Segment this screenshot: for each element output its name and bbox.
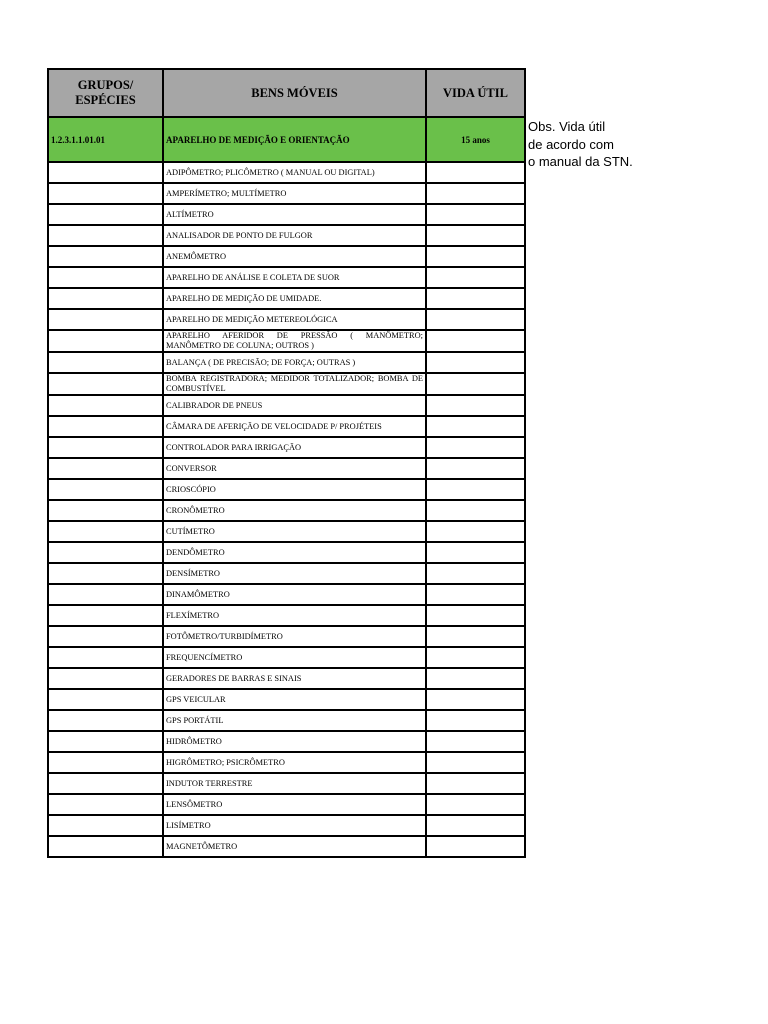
table-row bbox=[48, 288, 525, 309]
table-row bbox=[48, 162, 525, 183]
group-cell bbox=[48, 563, 163, 584]
group-cell bbox=[48, 584, 163, 605]
useful-life-cell bbox=[426, 309, 525, 330]
item-name: ANEMÔMETRO bbox=[163, 246, 426, 267]
useful-life-cell bbox=[426, 647, 525, 668]
useful-life-cell bbox=[426, 752, 525, 773]
asset-table bbox=[47, 68, 526, 858]
group-cell bbox=[48, 773, 163, 794]
group-cell bbox=[48, 710, 163, 731]
useful-life-cell bbox=[426, 479, 525, 500]
table-row bbox=[48, 542, 525, 563]
table-row bbox=[48, 563, 525, 584]
useful-life-cell bbox=[426, 458, 525, 479]
group-cell bbox=[48, 689, 163, 710]
note-line: o manual da STN. bbox=[528, 154, 633, 169]
useful-life-cell bbox=[426, 500, 525, 521]
item-name: CONVERSOR bbox=[163, 458, 426, 479]
group-cell bbox=[48, 288, 163, 309]
group-cell bbox=[48, 647, 163, 668]
group-cell bbox=[48, 458, 163, 479]
item-name: GPS VEICULAR bbox=[163, 689, 426, 710]
table-row bbox=[48, 794, 525, 815]
table-row bbox=[48, 605, 525, 626]
useful-life-cell bbox=[426, 710, 525, 731]
group-row bbox=[48, 117, 525, 162]
group-cell bbox=[48, 395, 163, 416]
item-name: FREQUENCÍMETRO bbox=[163, 647, 426, 668]
table-row bbox=[48, 752, 525, 773]
item-name: APARELHO DE MEDIÇÃO DE UMIDADE. bbox=[163, 288, 426, 309]
group-cell bbox=[48, 479, 163, 500]
item-name: DENDÔMETRO bbox=[163, 542, 426, 563]
group-cell bbox=[48, 330, 163, 352]
observation-note bbox=[528, 118, 668, 171]
group-cell bbox=[48, 204, 163, 225]
group-cell bbox=[48, 731, 163, 752]
note-line: de acordo com bbox=[528, 136, 614, 152]
useful-life-cell bbox=[426, 794, 525, 815]
table-row bbox=[48, 626, 525, 647]
group-cell bbox=[48, 542, 163, 563]
useful-life-cell bbox=[426, 563, 525, 584]
table-row bbox=[48, 500, 525, 521]
item-name: CRIOSCÓPIO bbox=[163, 479, 426, 500]
table-row bbox=[48, 458, 525, 479]
table-row bbox=[48, 773, 525, 794]
header-row bbox=[48, 69, 525, 117]
group-cell bbox=[48, 521, 163, 542]
group-cell bbox=[48, 183, 163, 204]
table-row bbox=[48, 710, 525, 731]
group-cell bbox=[48, 416, 163, 437]
useful-life-cell bbox=[426, 668, 525, 689]
item-name: FLEXÍMETRO bbox=[163, 605, 426, 626]
table-row bbox=[48, 416, 525, 437]
useful-life-cell bbox=[426, 689, 525, 710]
table-row bbox=[48, 395, 525, 416]
table-row bbox=[48, 731, 525, 752]
table-row bbox=[48, 246, 525, 267]
table-row bbox=[48, 668, 525, 689]
item-name: APARELHO DE ANÁLISE E COLETA DE SUOR bbox=[163, 267, 426, 288]
group-useful-life: 15 anos bbox=[426, 117, 525, 162]
table-row bbox=[48, 330, 525, 352]
group-cell bbox=[48, 605, 163, 626]
group-cell bbox=[48, 267, 163, 288]
table-row bbox=[48, 815, 525, 836]
item-name: FOTÔMETRO/TURBIDÍMETRO bbox=[163, 626, 426, 647]
table-row bbox=[48, 689, 525, 710]
group-cell bbox=[48, 437, 163, 458]
useful-life-cell bbox=[426, 836, 525, 857]
group-cell bbox=[48, 373, 163, 395]
table-row bbox=[48, 352, 525, 373]
group-cell bbox=[48, 352, 163, 373]
item-name: CUTÍMETRO bbox=[163, 521, 426, 542]
group-cell bbox=[48, 794, 163, 815]
table-row bbox=[48, 267, 525, 288]
item-name: CRONÔMETRO bbox=[163, 500, 426, 521]
item-name: LISÍMETRO bbox=[163, 815, 426, 836]
item-name: ANALISADOR DE PONTO DE FULGOR bbox=[163, 225, 426, 246]
useful-life-cell bbox=[426, 246, 525, 267]
table-row bbox=[48, 437, 525, 458]
useful-life-cell bbox=[426, 288, 525, 309]
table-row bbox=[48, 373, 525, 395]
group-cell bbox=[48, 752, 163, 773]
group-cell bbox=[48, 162, 163, 183]
useful-life-cell bbox=[426, 815, 525, 836]
useful-life-cell bbox=[426, 204, 525, 225]
group-cell bbox=[48, 500, 163, 521]
group-cell bbox=[48, 626, 163, 647]
item-name: ADIPÔMETRO; PLICÔMETRO ( MANUAL OU DIGITAL) bbox=[163, 162, 426, 183]
group-name: APARELHO DE MEDIÇÃO E ORIENTAÇÃO bbox=[163, 117, 426, 162]
item-name: CONTROLADOR PARA IRRIGAÇÃO bbox=[163, 437, 426, 458]
useful-life-cell bbox=[426, 605, 525, 626]
group-cell bbox=[48, 246, 163, 267]
table-row bbox=[48, 225, 525, 246]
useful-life-cell bbox=[426, 584, 525, 605]
header-goods: BENS MÓVEIS bbox=[163, 69, 426, 117]
item-name: DINAMÔMETRO bbox=[163, 584, 426, 605]
table-row bbox=[48, 647, 525, 668]
useful-life-cell bbox=[426, 521, 525, 542]
useful-life-cell bbox=[426, 373, 525, 395]
item-name: CALIBRADOR DE PNEUS bbox=[163, 395, 426, 416]
useful-life-cell bbox=[426, 773, 525, 794]
item-name: DENSÍMETRO bbox=[163, 563, 426, 584]
table-row bbox=[48, 204, 525, 225]
item-name: AMPERÍMETRO; MULTÍMETRO bbox=[163, 183, 426, 204]
useful-life-cell bbox=[426, 162, 525, 183]
useful-life-cell bbox=[426, 183, 525, 204]
group-code: 1.2.3.1.1.01.01 bbox=[48, 117, 163, 162]
item-name: BALANÇA ( DE PRECISÃO; DE FORÇA; OUTRAS ) bbox=[163, 352, 426, 373]
useful-life-cell bbox=[426, 225, 525, 246]
table-row bbox=[48, 183, 525, 204]
item-name: ALTÍMETRO bbox=[163, 204, 426, 225]
useful-life-cell bbox=[426, 267, 525, 288]
item-name: HIDRÔMETRO bbox=[163, 731, 426, 752]
item-name: INDUTOR TERRESTRE bbox=[163, 773, 426, 794]
group-cell bbox=[48, 668, 163, 689]
item-name: HIGRÔMETRO; PSICRÔMETRO bbox=[163, 752, 426, 773]
item-name: CÂMARA DE AFERIÇÃO DE VELOCIDADE P/ PROJÉTEIS bbox=[163, 416, 426, 437]
item-name: MAGNETÔMETRO bbox=[163, 836, 426, 857]
table-row bbox=[48, 479, 525, 500]
useful-life-cell bbox=[426, 731, 525, 752]
header-useful-life: VIDA ÚTIL bbox=[426, 69, 525, 117]
table-row bbox=[48, 309, 525, 330]
item-name: BOMBA REGISTRADORA; MEDIDOR TOTALIZADOR; BOMBA DE COMBUSTÍVEL bbox=[163, 373, 426, 395]
group-cell bbox=[48, 309, 163, 330]
header-groups: GRUPOS/ ESPÉCIES bbox=[48, 69, 163, 117]
note-line: Obs. Vida útil bbox=[528, 119, 606, 134]
item-name: LENSÔMETRO bbox=[163, 794, 426, 815]
item-name: GPS PORTÁTIL bbox=[163, 710, 426, 731]
useful-life-cell bbox=[426, 626, 525, 647]
useful-life-cell bbox=[426, 542, 525, 563]
useful-life-cell bbox=[426, 416, 525, 437]
group-cell bbox=[48, 225, 163, 246]
table-row bbox=[48, 584, 525, 605]
group-cell bbox=[48, 815, 163, 836]
useful-life-cell bbox=[426, 395, 525, 416]
group-cell bbox=[48, 836, 163, 857]
table-row bbox=[48, 521, 525, 542]
item-name: APARELHO DE MEDIÇÃO METEREOLÓGICA bbox=[163, 309, 426, 330]
item-name: APARELHO AFERIDOR DE PRESSÃO ( MANÔMETRO; MANÔMETRO DE COLUNA; OUTROS ) bbox=[163, 330, 426, 352]
item-name: GERADORES DE BARRAS E SINAIS bbox=[163, 668, 426, 689]
useful-life-cell bbox=[426, 352, 525, 373]
useful-life-cell bbox=[426, 330, 525, 352]
table-row bbox=[48, 836, 525, 857]
useful-life-cell bbox=[426, 437, 525, 458]
